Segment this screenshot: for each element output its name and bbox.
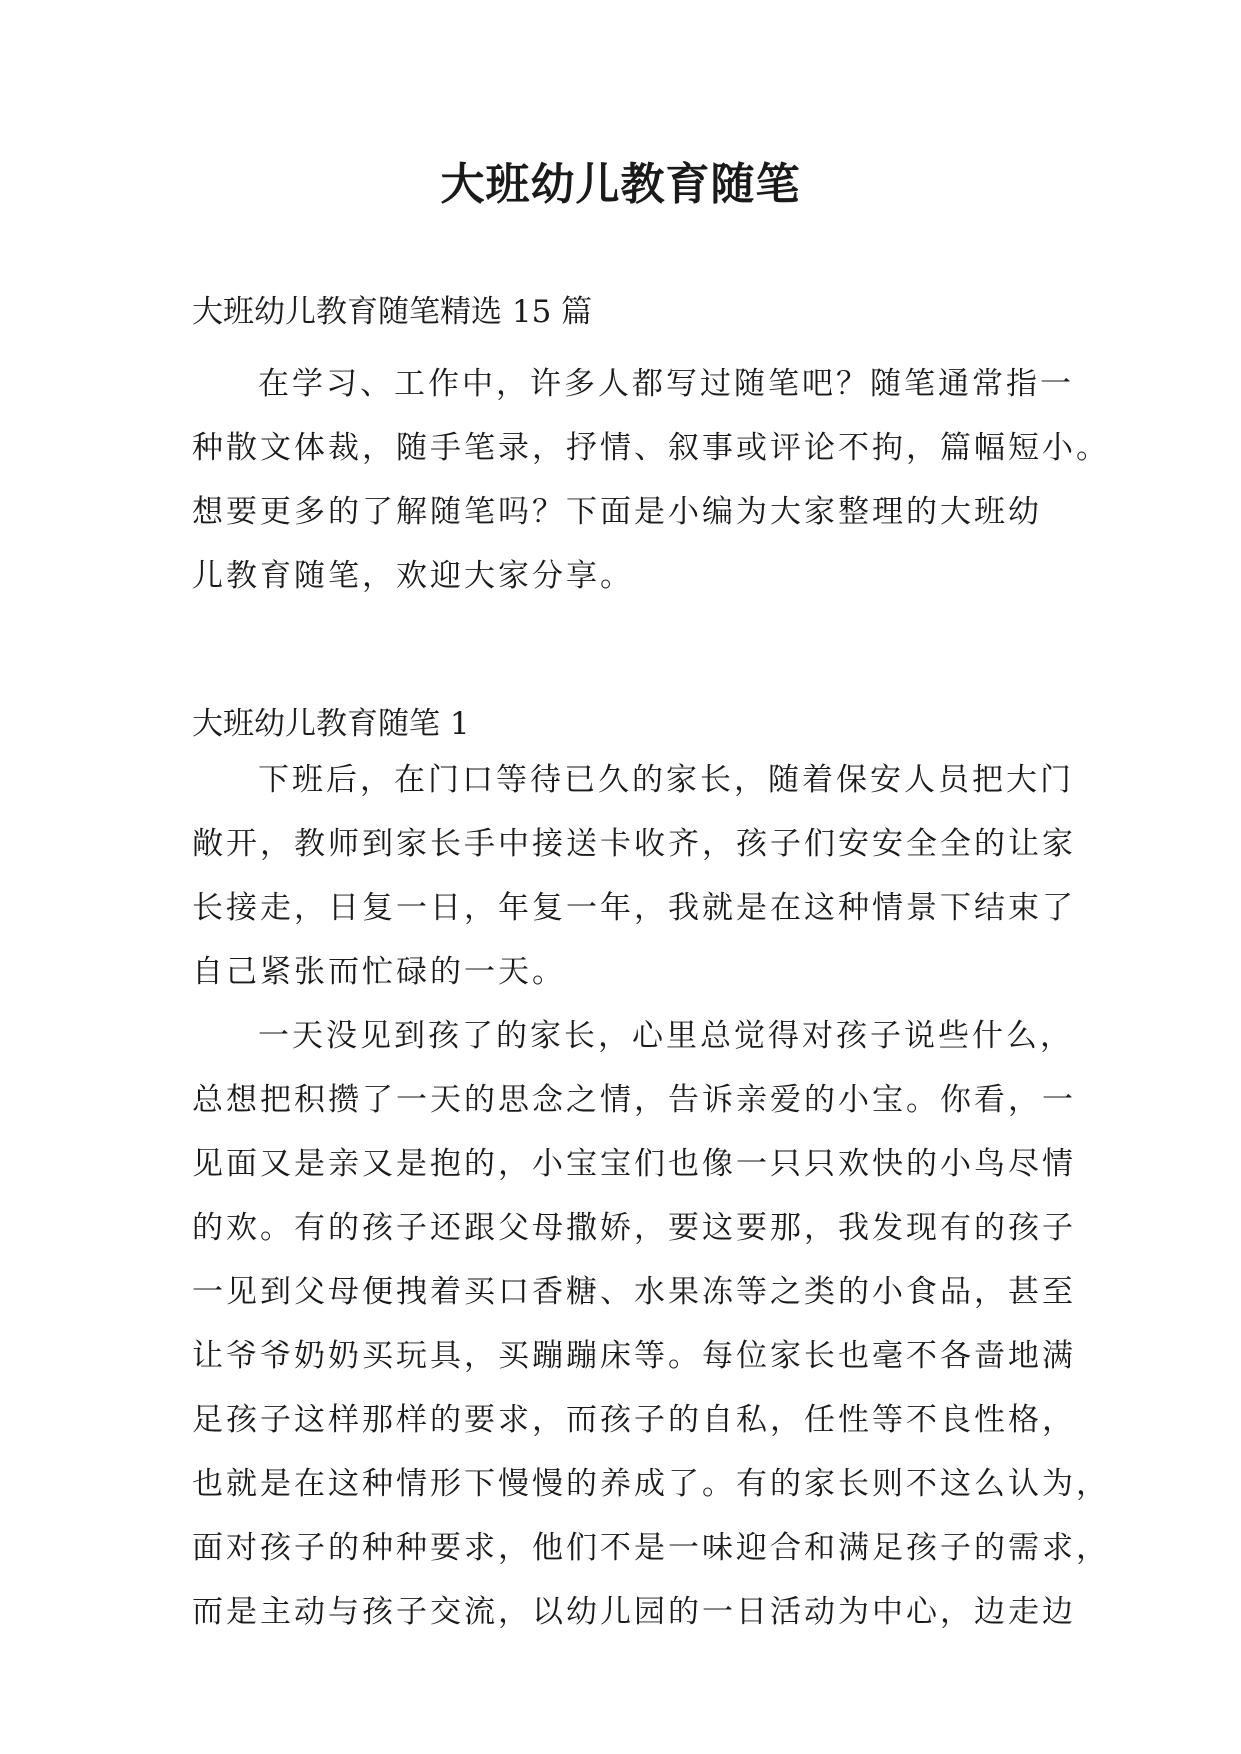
section-heading: 大班幼儿教育随笔 1 <box>192 706 470 742</box>
paragraph-line: 而是主动与孩子交流，以幼儿园的一日活动为中心，边走边 <box>192 1594 1076 1630</box>
paragraph-line: 面对孩子的种种要求，他们不是一味迎合和满足孩子的需求， <box>192 1530 1110 1566</box>
paragraph-line: 想要更多的了解随笔吗？下面是小编为大家整理的大班幼 <box>192 494 1042 530</box>
paragraph-line: 长接走，日复一日，年复一年，我就是在这种情景下结束了 <box>192 890 1076 926</box>
paragraph-line: 的欢。有的孩子还跟父母撒娇，要这要那，我发现有的孩子 <box>192 1210 1076 1246</box>
paragraph-line: 一见到父母便拽着买口香糖、水果冻等之类的小食品，甚至 <box>192 1274 1076 1310</box>
paragraph-line: 种散文体裁，随手笔录，抒情、叙事或评论不拘，篇幅短小。 <box>192 430 1110 466</box>
section1-paragraph-2 <box>192 1004 1110 1644</box>
paragraph-line: 也就是在这种情形下慢慢的养成了。有的家长则不这么认为， <box>192 1466 1110 1502</box>
intro-paragraph <box>192 352 1110 608</box>
paragraph-line: 总想把积攒了一天的思念之情，告诉亲爱的小宝。你看，一 <box>192 1082 1076 1118</box>
document-subtitle: 大班幼儿教育随笔精选 15 篇 <box>192 294 593 330</box>
paragraph-line: 见面又是亲又是抱的，小宝宝们也像一只只欢快的小鸟尽情 <box>192 1146 1076 1182</box>
paragraph-line: 在学习、工作中，许多人都写过随笔吧？随笔通常指一 <box>258 366 1074 402</box>
section1-paragraph-1 <box>192 748 1076 1004</box>
paragraph-line: 足孩子这样那样的要求，而孩子的自私，任性等不良性格， <box>192 1402 1076 1438</box>
paragraph-line: 敞开，教师到家长手中接送卡收齐，孩子们安安全全的让家 <box>192 826 1076 862</box>
paragraph-line: 儿教育随笔，欢迎大家分享。 <box>192 558 634 594</box>
paragraph-line: 一天没见到孩了的家长，心里总觉得对孩子说些什么， <box>258 1018 1074 1054</box>
paragraph-line: 让爷爷奶奶买玩具，买蹦蹦床等。每位家长也毫不各啬地满 <box>192 1338 1076 1374</box>
paragraph-line: 下班后，在门口等待已久的家长，随着保安人员把大门 <box>258 762 1074 798</box>
paragraph-line: 自己紧张而忙碌的一天。 <box>192 954 566 990</box>
document-title: 大班幼儿教育随笔 <box>440 159 801 210</box>
